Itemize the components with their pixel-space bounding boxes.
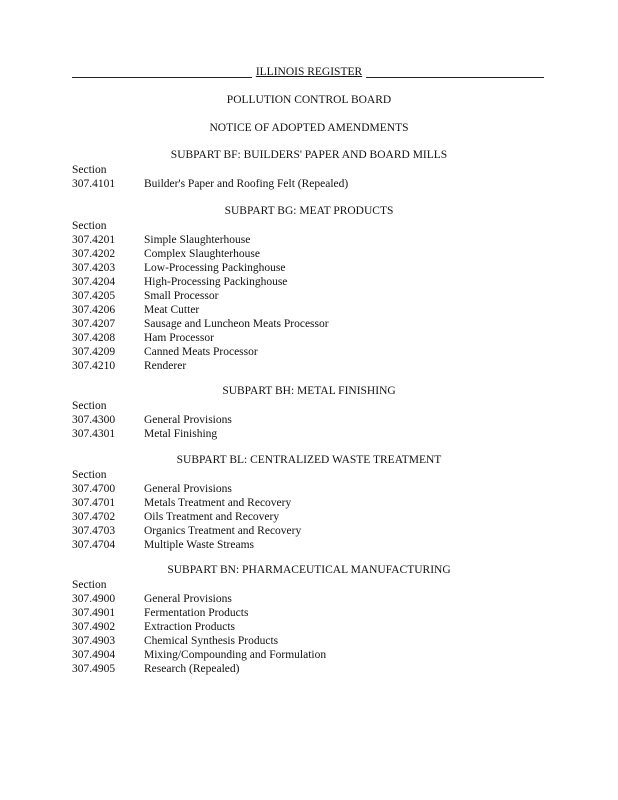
- subpart-heading-bf: SUBPART BF: BUILDERS' PAPER AND BOARD MILLS: [170, 149, 448, 161]
- section-title: Organics Treatment and Recovery: [144, 525, 302, 537]
- section-number: 307.4900: [72, 593, 116, 605]
- section-row: [72, 538, 552, 552]
- subpart-bg-sections: [72, 219, 552, 373]
- section-number: 307.4101: [72, 178, 116, 190]
- section-title: Meat Cutter: [144, 304, 200, 316]
- section-number: 307.4704: [72, 539, 116, 551]
- section-title: Builder's Paper and Roofing Felt (Repealed): [144, 178, 349, 190]
- section-number: 307.4202: [72, 248, 116, 260]
- section-label: Section: [72, 579, 107, 591]
- section-label: Section: [72, 164, 107, 176]
- section-title: Chemical Synthesis Products: [144, 635, 279, 647]
- section-title: Mixing/Compounding and Formulation: [144, 649, 327, 661]
- subpart-bn-sections: [72, 578, 552, 676]
- section-title: Complex Slaughterhouse: [144, 248, 260, 260]
- section-number: 307.4700: [72, 483, 116, 495]
- section-title: Metals Treatment and Recovery: [144, 497, 292, 509]
- section-title: High-Processing Packinghouse: [144, 276, 288, 288]
- register-title-text: ILLINOIS REGISTER: [252, 66, 366, 78]
- register-title: [0, 66, 618, 78]
- section-row: [72, 620, 552, 634]
- section-row: [72, 261, 552, 275]
- section-number: 307.4209: [72, 346, 116, 358]
- section-number: 307.4208: [72, 332, 116, 344]
- section-label: Section: [72, 400, 107, 412]
- section-number: 307.4201: [72, 234, 116, 246]
- section-row: [72, 634, 552, 648]
- section-row: [72, 524, 552, 538]
- section-title: Oils Treatment and Recovery: [144, 511, 280, 523]
- section-row: [72, 413, 552, 427]
- section-row: [72, 427, 552, 441]
- section-row: [72, 592, 552, 606]
- section-number: 307.4207: [72, 318, 116, 330]
- section-row: [72, 303, 552, 317]
- notice-title: NOTICE OF ADOPTED AMENDMENTS: [209, 122, 409, 134]
- section-number: 307.4703: [72, 525, 116, 537]
- section-row: [72, 289, 552, 303]
- section-title: Canned Meats Processor: [144, 346, 258, 358]
- section-number: 307.4904: [72, 649, 116, 661]
- subpart-heading-bg: SUBPART BG: MEAT PRODUCTS: [224, 205, 394, 217]
- section-row: [72, 496, 552, 510]
- subpart-heading-bh: SUBPART BH: METAL FINISHING: [222, 385, 396, 397]
- section-title: Research (Repealed): [144, 663, 240, 675]
- section-number: 307.4701: [72, 497, 116, 509]
- section-row: [72, 247, 552, 261]
- section-title: General Provisions: [144, 483, 232, 495]
- section-number: 307.4901: [72, 607, 116, 619]
- section-title: Low-Processing Packinghouse: [144, 262, 286, 274]
- section-row: [72, 648, 552, 662]
- section-title: Sausage and Luncheon Meats Processor: [144, 318, 329, 330]
- section-number: 307.4905: [72, 663, 116, 675]
- section-title: General Provisions: [144, 414, 232, 426]
- section-title: Metal Finishing: [144, 428, 218, 440]
- section-row: [72, 317, 552, 331]
- section-row: [72, 510, 552, 524]
- section-row: [72, 177, 552, 191]
- section-row: [72, 331, 552, 345]
- section-number: 307.4203: [72, 262, 116, 274]
- section-number: 307.4206: [72, 304, 116, 316]
- section-label: Section: [72, 469, 107, 481]
- section-title: Small Processor: [144, 290, 219, 302]
- section-row: [72, 662, 552, 676]
- subpart-bf-sections: [72, 163, 552, 191]
- subpart-bl-sections: [72, 468, 552, 552]
- section-title: Multiple Waste Streams: [144, 539, 255, 551]
- section-number: 307.4702: [72, 511, 116, 523]
- section-row: [72, 233, 552, 247]
- section-label: Section: [72, 220, 107, 232]
- section-number: 307.4205: [72, 290, 116, 302]
- section-row: [72, 345, 552, 359]
- section-number: 307.4210: [72, 360, 116, 372]
- subpart-heading-bn: SUBPART BN: PHARMACEUTICAL MANUFACTURING: [167, 564, 451, 576]
- section-title: Extraction Products: [144, 621, 236, 633]
- section-number: 307.4903: [72, 635, 116, 647]
- section-number: 307.4902: [72, 621, 116, 633]
- section-title: General Provisions: [144, 593, 232, 605]
- subpart-bh-sections: [72, 399, 552, 441]
- section-number: 307.4300: [72, 414, 116, 426]
- section-row: [72, 359, 552, 373]
- board-name: POLLUTION CONTROL BOARD: [226, 94, 392, 106]
- section-title: Simple Slaughterhouse: [144, 234, 251, 246]
- section-title: Renderer: [144, 360, 187, 372]
- section-number: 307.4301: [72, 428, 116, 440]
- section-title: Ham Processor: [144, 332, 214, 344]
- section-title: Fermentation Products: [144, 607, 249, 619]
- section-number: 307.4204: [72, 276, 116, 288]
- subpart-heading-bl: SUBPART BL: CENTRALIZED WASTE TREATMENT: [176, 454, 442, 466]
- section-row: [72, 275, 552, 289]
- section-row: [72, 482, 552, 496]
- section-row: [72, 606, 552, 620]
